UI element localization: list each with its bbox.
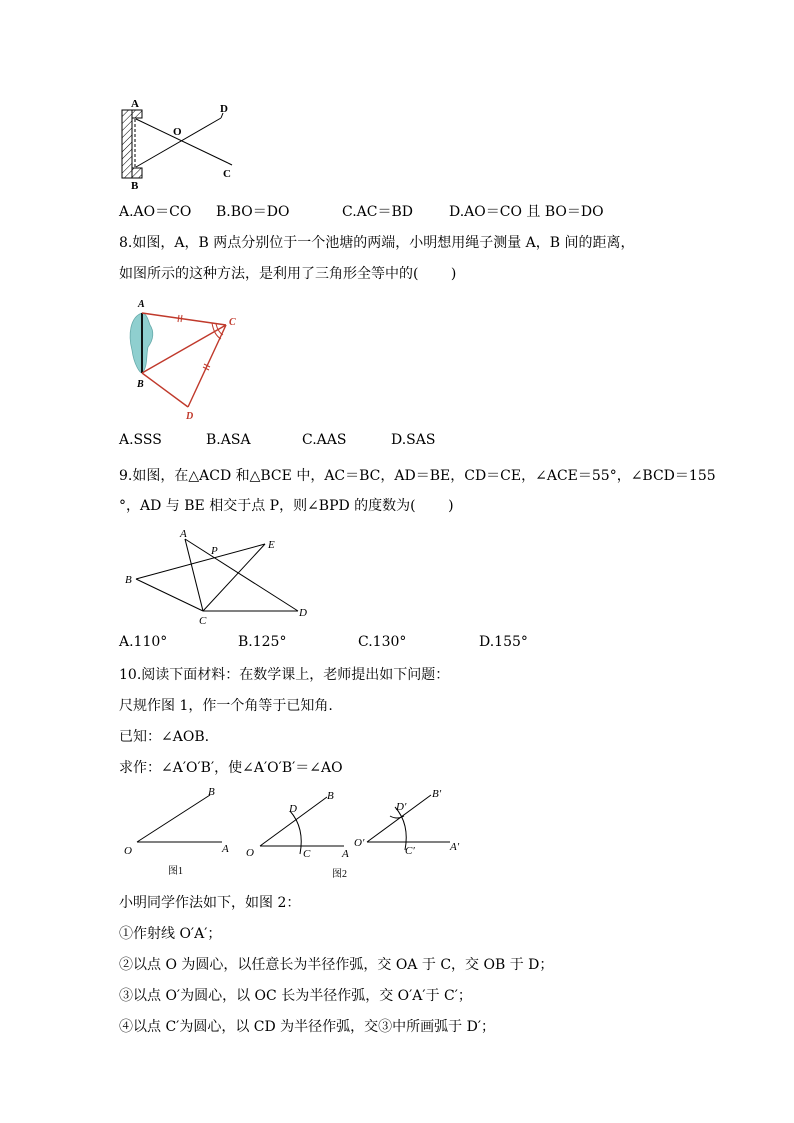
q8-label-C: C	[229, 317, 236, 328]
q9-text-line2: °，AD 与 BE 相交于点 P，则∠BPD 的度数为( )	[119, 498, 454, 514]
q7-label-B: B	[131, 180, 139, 192]
q7-label-C: C	[223, 168, 231, 180]
fig2-label-C-prime: C′	[405, 845, 415, 857]
q8-option-b[interactable]: B.ASA	[206, 432, 251, 448]
q10-text-line1: 10.阅读下面材料：在数学课上，老师提出如下问题：	[119, 667, 450, 683]
q7-label-A: A	[131, 98, 139, 110]
fig1-caption: 图1	[168, 866, 183, 877]
q7-label-O: O	[173, 126, 182, 138]
fig1-label-B: B	[208, 786, 215, 798]
fig2-caption: 图2	[332, 869, 347, 880]
q8-option-d[interactable]: D.SAS	[391, 432, 436, 448]
q9-label-E: E	[268, 539, 275, 551]
fig2-label-B: B	[327, 790, 334, 802]
q9-label-B: B	[125, 574, 132, 586]
q7-option-d[interactable]: D.AO＝CO 且 BO＝DO	[449, 204, 604, 220]
q9-label-P: P	[211, 545, 218, 557]
q10-step-4: ④以点 C′为圆心，以 CD 为半径作弧，交③中所画弧于 D′；	[119, 1019, 496, 1035]
fig2-label-A-prime: A′	[450, 841, 460, 853]
q8-pond-figure	[120, 295, 250, 420]
q10-text-line2: 尺规作图 1，作一个角等于已知角.	[119, 698, 333, 714]
fig1-label-A: A	[222, 843, 229, 855]
q8-label-B: B	[137, 379, 144, 390]
fig1-label-O: O	[124, 845, 132, 857]
q8-text-line2: 如图所示的这种方法，是利用了三角形全等中的( )	[119, 266, 457, 282]
q9-option-a[interactable]: A.110°	[119, 634, 168, 650]
fig2-label-O-prime: O′	[354, 837, 365, 849]
fig2-label-A: A	[342, 848, 349, 860]
q8-text-line1: 8.如图，A，B 两点分别位于一个池塘的两端，小明想用绳子测量 A，B 间的距离，	[119, 235, 635, 251]
q10-step-3: ③以点 O′为圆心，以 OC 长为半径作弧，交 O′A′于 C′；	[119, 988, 472, 1004]
q10-construction-figures	[115, 780, 465, 880]
fig2-label-O: O	[246, 847, 254, 859]
q9-option-b[interactable]: B.125°	[238, 634, 287, 650]
q9-label-A: A	[180, 528, 187, 540]
q7-ladder-figure	[115, 95, 255, 192]
q9-label-C: C	[199, 615, 207, 627]
q8-option-a[interactable]: A.SSS	[119, 432, 162, 448]
q9-option-c[interactable]: C.130°	[358, 634, 407, 650]
q7-label-D: D	[220, 103, 228, 115]
q10-step-2: ②以点 O 为圆心，以任意长为半径作弧，交 OA 于 C，交 OB 于 D；	[119, 957, 554, 973]
fig2-label-D-prime: D′	[396, 801, 407, 813]
fig2-label-D: D	[289, 803, 297, 815]
q10-step-1: ①作射线 O′A′；	[119, 926, 222, 942]
q10-text-line3: 已知：∠AOB.	[119, 729, 210, 745]
q8-label-A: A	[138, 299, 145, 310]
fig2-label-C: C	[303, 848, 311, 860]
q7-option-a[interactable]: A.AO＝CO	[119, 204, 192, 220]
q8-option-c[interactable]: C.AAS	[302, 432, 347, 448]
q7-option-c[interactable]: C.AC＝BD	[342, 204, 413, 220]
q10-text-line4: 求作：∠A′O′B′，使∠A′O′B′＝∠AO	[119, 760, 343, 776]
q9-label-D: D	[299, 607, 307, 619]
q7-option-b[interactable]: B.BO＝DO	[216, 204, 290, 220]
q9-triangles-figure	[115, 525, 325, 625]
q10-method-intro: 小明同学作法如下，如图 2：	[119, 895, 301, 911]
q9-text-line1: 9.如图，在△ACD 和△BCE 中，AC＝BC，AD＝BE，CD＝CE，∠ACE＝55°，∠BCD＝155	[119, 468, 716, 484]
q8-label-D: D	[186, 411, 194, 422]
q9-option-d[interactable]: D.155°	[479, 634, 528, 650]
fig2-label-B-prime: B′	[432, 788, 442, 800]
